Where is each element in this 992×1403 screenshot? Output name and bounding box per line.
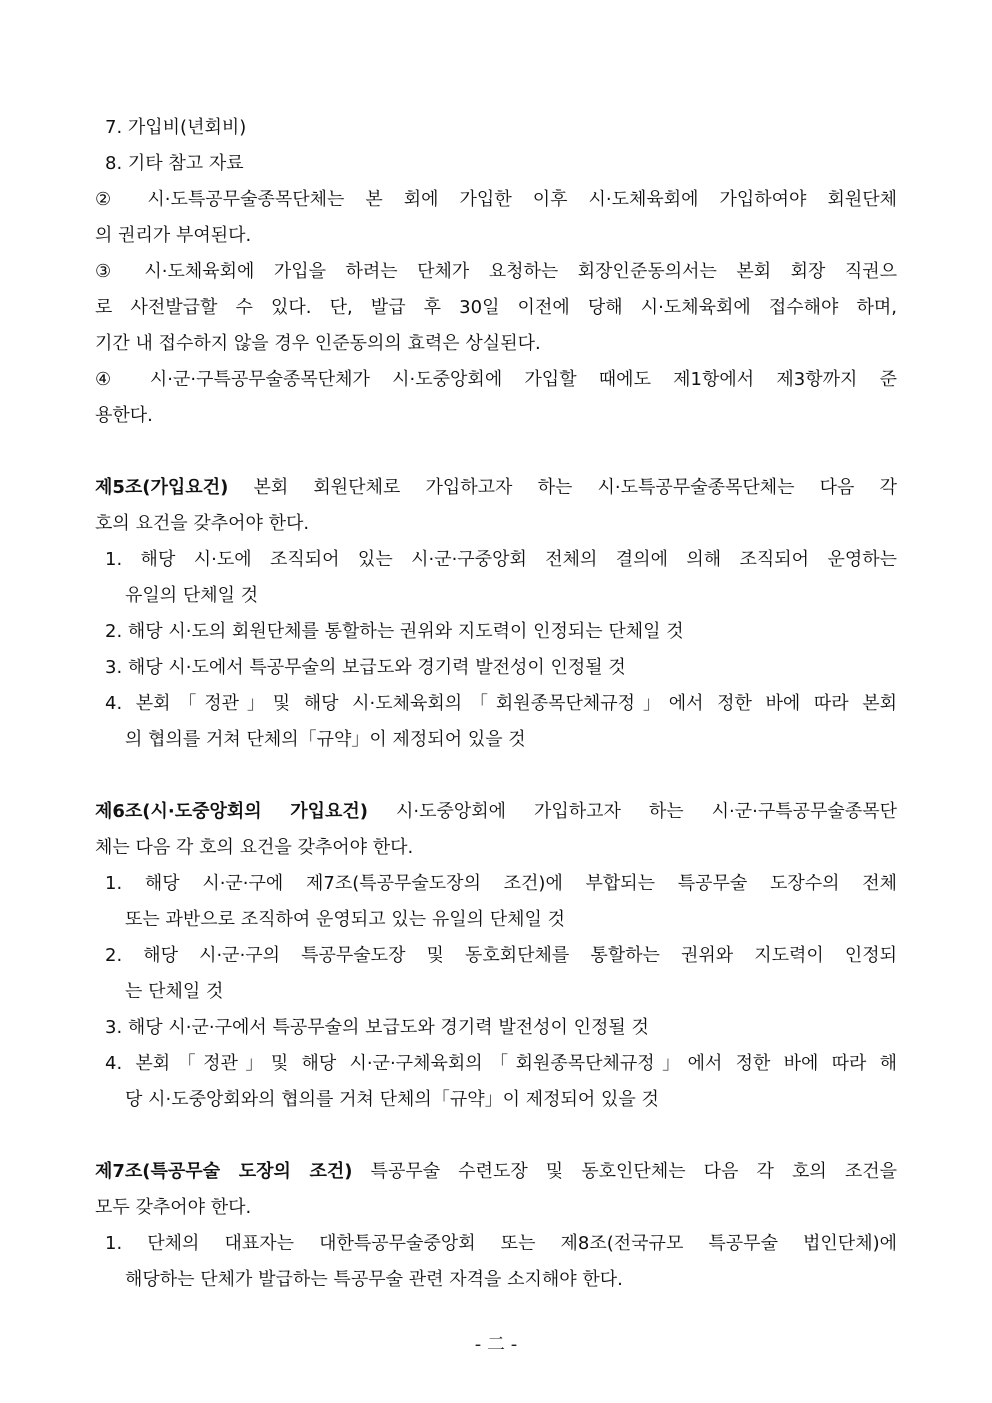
line-text: 4. 본회「정관」및 해당 시·도체육회의「회원종목단체규정」에서 정한 바에 따라 본회 [105,693,897,714]
line-text: 1. 해당 시·군·구에 제7조(특공무술도장의 조건)에 부합되는 특공무술 도장수의 전체 [105,873,897,894]
line-text: 모두 갖추어야 한다. [95,1197,252,1218]
text-line [95,218,897,254]
paragraph-gap [95,434,897,470]
line-text: 체는 다음 각 호의 요건을 갖추어야 한다. [95,837,414,858]
text-line [95,290,897,326]
line-text: 2. 해당 시·도의 회원단체를 통할하는 권위와 지도력이 인정되는 단체일 것 [105,621,684,642]
text-line [95,542,897,578]
text-line [95,938,897,974]
line-text: 기간 내 접수하지 않을 경우 인준동의의 효력은 상실된다. [95,333,541,354]
text-line [95,326,897,362]
text-line [95,974,897,1010]
line-text: ② 시·도특공무술종목단체는 본 회에 가입한 이후 시·도체육회에 가입하여야 회원단체 [95,189,897,210]
text-line [95,722,897,758]
text-line [95,1262,897,1298]
line-text: ④ 시·군·구특공무술종목단체가 시·도중앙회에 가입할 때에도 제1항에서 제3항까지 준 [95,369,897,390]
line-text: 당 시·도중앙회와의 협의를 거쳐 단체의「규약」이 제정되어 있을 것 [125,1089,659,1110]
text-line [95,1010,897,1046]
line-text: 2. 해당 시·군·구의 특공무술도장 및 동호회단체를 통할하는 권위와 지도력이 인정되 [105,945,897,966]
line-text: 3. 해당 시·군·구에서 특공무술의 보급도와 경기력 발전성이 인정될 것 [105,1017,649,1038]
paragraph-gap [95,758,897,794]
line-text: 본회 회원단체로 가입하고자 하는 시·도특공무술종목단체는 다음 각 [228,477,897,498]
text-line [95,1046,897,1082]
text-line [95,506,897,542]
text-line [95,110,897,146]
line-text: ③ 시·도체육회에 가입을 하려는 단체가 요청하는 회장인준동의서는 본회 회장 직권으 [95,261,897,282]
text-line [95,686,897,722]
article-title: 제6조(시·도중앙회의 가입요건) [95,801,368,822]
text-line [95,614,897,650]
line-text: 는 단체일 것 [125,981,224,1002]
line-text: 호의 요건을 갖추어야 한다. [95,513,310,534]
article-heading-line [95,470,897,506]
line-text: 유일의 단체일 것 [125,585,259,606]
text-line [95,182,897,218]
text-line [95,398,897,434]
page-number: - 二 - [474,1334,518,1355]
line-text: 시·도중앙회에 가입하고자 하는 시·군·구특공무술종목단 [368,801,897,822]
line-text: 3. 해당 시·도에서 특공무술의 보급도와 경기력 발전성이 인정될 것 [105,657,626,678]
text-line [95,866,897,902]
text-line [95,254,897,290]
article-title: 제7조(특공무술 도장의 조건) [95,1161,353,1182]
text-line [95,1082,897,1118]
line-text: 로 사전발급할 수 있다. 단, 발급 후 30일 이전에 당해 시·도체육회에 접수해야 하며, [95,297,897,318]
article-heading-line [95,1154,897,1190]
line-text: 또는 과반으로 조직하여 운영되고 있는 유일의 단체일 것 [125,909,565,930]
text-line [95,650,897,686]
text-line [95,146,897,182]
text-line [95,578,897,614]
line-text: 4. 본회「정관」및 해당 시·군·구체육회의「회원종목단체규정」에서 정한 바에 따라 해 [105,1053,897,1074]
line-text: 특공무술 수련도장 및 동호인단체는 다음 각 호의 조건을 [352,1161,897,1182]
text-line [95,1226,897,1262]
line-text: 7. 가입비(년회비) [105,117,247,138]
line-text: 해당하는 단체가 발급하는 특공무술 관련 자격을 소지해야 한다. [125,1269,623,1290]
text-line [95,362,897,398]
text-line [95,902,897,938]
line-text: 1. 단체의 대표자는 대한특공무술중앙회 또는 제8조(전국규모 특공무술 법인단체)에 [105,1233,897,1254]
line-text: 1. 해당 시·도에 조직되어 있는 시·군·구중앙회 전체의 결의에 의해 조직되어 운영하는 [105,549,897,570]
article-title: 제5조(가입요건) [95,477,229,498]
line-text: 8. 기타 참고 자료 [105,153,244,174]
document-body [95,110,897,1298]
line-text: 용한다. [95,405,153,426]
paragraph-gap [95,1118,897,1154]
article-heading-line [95,794,897,830]
text-line [95,1190,897,1226]
line-text: 의 협의를 거쳐 단체의「규약」이 제정되어 있을 것 [125,729,526,750]
text-line [95,830,897,866]
line-text: 의 권리가 부여된다. [95,225,252,246]
